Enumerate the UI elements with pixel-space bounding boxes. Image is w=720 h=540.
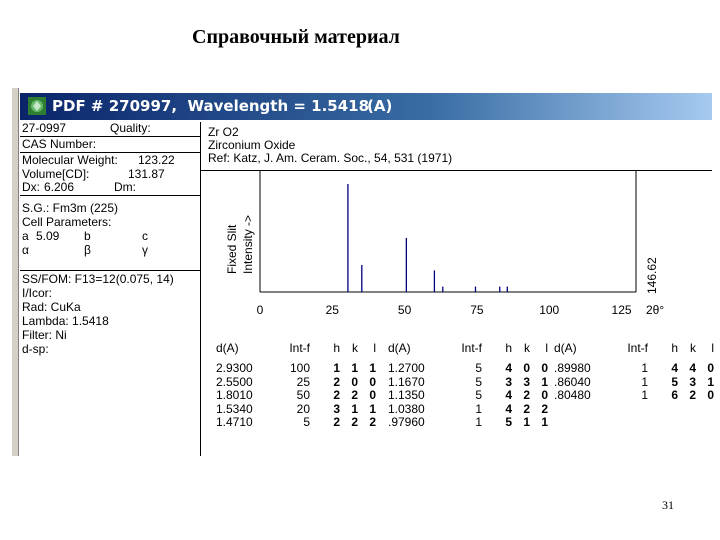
alpha-label: α <box>22 243 29 257</box>
table-cell: 5 <box>505 415 512 429</box>
table-cell: 1 <box>475 415 482 429</box>
table-cell: 25 <box>296 374 310 389</box>
table-cell: 0 <box>541 388 548 402</box>
table-header-d: d(A) <box>554 341 577 355</box>
card-content <box>20 122 712 456</box>
cas-label: CAS Number: <box>22 137 97 151</box>
table-cell: 0 <box>707 388 714 402</box>
dm-label: Dm: <box>114 180 136 194</box>
experiment-box <box>20 272 200 372</box>
table-cell: 1 <box>351 361 358 375</box>
table-cell: .97960 <box>388 415 425 429</box>
table-cell: 1 <box>333 361 340 375</box>
page-number: 31 <box>662 498 674 512</box>
table-column-h <box>328 362 340 430</box>
table-header-k: k <box>352 341 358 355</box>
b-label: b <box>84 229 91 243</box>
max-intensity-label: 146.62 <box>645 257 659 294</box>
slide-title: Справочный материал <box>192 26 400 48</box>
mol-weight-value: 123.22 <box>138 153 175 167</box>
table-header-int: Int-f <box>461 341 482 355</box>
table-cell: 2 <box>541 401 548 416</box>
pdf-id-row <box>20 122 200 137</box>
x-tick-label: 50 <box>397 303 412 317</box>
table-cell: 2 <box>333 415 340 429</box>
table-cell: 1 <box>475 401 482 416</box>
filter: Filter: Ni <box>22 328 67 342</box>
table-cell: 50 <box>296 388 310 402</box>
table-column-l <box>364 362 376 430</box>
cell-params-box <box>20 196 200 271</box>
table-header-h: h <box>505 341 512 355</box>
table-cell: 1.1670 <box>388 374 425 389</box>
table-cell: 1 <box>641 374 648 389</box>
table-cell: 1 <box>541 415 548 429</box>
x-tick-label: 25 <box>325 303 339 317</box>
table-header-k: k <box>524 341 530 355</box>
table-cell: 5 <box>475 361 482 375</box>
table-cell: .80480 <box>554 388 591 402</box>
table-cell: 1.8010 <box>216 388 253 402</box>
table-cell: 1.0380 <box>388 401 425 416</box>
table-column-h <box>666 362 678 403</box>
chemical-formula: Zr O2 <box>208 125 239 139</box>
d-spacing: d-sp: <box>22 342 49 356</box>
table-cell: 5 <box>303 415 310 429</box>
y-axis-label-line: Fixed Slit <box>225 224 239 274</box>
cas-row <box>20 137 200 153</box>
a-value: 5.09 <box>36 229 60 243</box>
window-frame-edge <box>12 88 19 456</box>
table-cell: 6 <box>671 388 678 402</box>
table-cell: 1.5340 <box>216 401 253 416</box>
table-cell: 1.2700 <box>388 361 425 375</box>
dx-value: 6.206 <box>44 180 75 194</box>
volume-label: Volume[CD]: <box>22 167 90 181</box>
table-header-int: Int-f <box>289 341 310 355</box>
physical-props-box <box>20 153 200 196</box>
lambda: Lambda: 1.5418 <box>22 314 109 328</box>
window-title <box>52 97 369 115</box>
cell-params-label: Cell Parameters: <box>22 215 112 229</box>
table-cell: 5 <box>475 374 482 389</box>
table-cell: 1 <box>541 374 548 389</box>
table-column-int <box>614 362 648 403</box>
title-units: (A) <box>367 97 393 115</box>
ss-fom: SS/FOM: F13=12(0.075, 14) <box>22 272 174 286</box>
table-cell: 4 <box>505 361 512 375</box>
table-header-int: Int-f <box>627 341 648 355</box>
table-cell: 1 <box>369 401 376 416</box>
table-cell: 2 <box>333 388 340 402</box>
table-column-k <box>346 362 358 430</box>
table-cell: .89980 <box>554 361 591 375</box>
table-cell: 1 <box>707 374 714 389</box>
gamma-label: γ <box>142 243 148 257</box>
table-cell: 2 <box>523 401 530 416</box>
pdf-id: 27-0997 <box>22 121 67 135</box>
table-cell: .86040 <box>554 374 591 389</box>
table-column-h <box>500 362 512 430</box>
table-cell: 2 <box>689 388 696 402</box>
y-axis-label-line: Intensity -> <box>241 214 255 274</box>
table-header-h: h <box>671 341 678 355</box>
peaks-table <box>216 342 712 452</box>
window-titlebar[interactable] <box>20 93 712 120</box>
table-cell: 4 <box>505 388 512 402</box>
table-cell: 3 <box>333 401 340 416</box>
x-unit-label: 2θ° <box>646 303 665 317</box>
radiation: Rad: CuKa <box>22 300 81 314</box>
table-cell: 0 <box>369 374 376 389</box>
title-pdf-number: PDF # 270997, <box>52 97 178 115</box>
quality-label: Quality: <box>110 121 151 135</box>
diffraction-chart <box>216 170 686 332</box>
icor: I/Icor: <box>22 286 53 300</box>
table-column-l <box>536 362 548 430</box>
reference: Ref: Katz, J. Am. Ceram. Soc., 54, 531 (1971) <box>208 151 453 165</box>
beta-label: β <box>84 243 91 257</box>
table-cell: 0 <box>351 374 358 389</box>
table-cell: 2 <box>351 415 358 429</box>
table-cell: 1.4710 <box>216 415 253 429</box>
table-cell: 3 <box>689 374 696 389</box>
table-header-d: d(A) <box>216 341 239 355</box>
volume-value: 131.87 <box>128 167 165 181</box>
table-cell: 2 <box>351 388 358 402</box>
table-cell: 0 <box>707 361 714 375</box>
table-column-d <box>216 362 262 430</box>
table-cell: 0 <box>523 361 530 375</box>
mol-weight-label: Molecular Weight: <box>22 153 118 167</box>
x-tick-label: 0 <box>256 303 264 317</box>
table-column-k <box>684 362 696 403</box>
table-cell: 4 <box>671 361 678 375</box>
x-tick-label: 125 <box>611 303 632 317</box>
table-header-l: l <box>711 341 714 355</box>
table-column-d <box>554 362 600 403</box>
pdf-card-window <box>12 88 712 456</box>
table-cell: 2 <box>369 415 376 429</box>
table-cell: 4 <box>505 401 512 416</box>
table-cell: 1 <box>641 388 648 402</box>
table-cell: 2 <box>523 388 530 402</box>
table-cell: 1 <box>369 361 376 375</box>
table-cell: 100 <box>289 361 310 375</box>
table-cell: 2.9300 <box>216 361 253 375</box>
table-cell: 1 <box>351 401 358 416</box>
table-header-l: l <box>373 341 376 355</box>
table-column-int <box>276 362 310 430</box>
table-cell: 5 <box>475 388 482 402</box>
title-wavelength: Wavelength = 1.5418 <box>187 97 370 115</box>
card-left-column <box>20 122 201 456</box>
table-cell: 5 <box>671 374 678 389</box>
table-cell: 1.1350 <box>388 388 425 402</box>
x-tick-label: 75 <box>470 303 484 317</box>
table-header-d: d(A) <box>388 341 411 355</box>
c-label: c <box>142 229 148 243</box>
table-column-l <box>702 362 714 403</box>
table-cell: 1 <box>641 361 648 375</box>
table-cell: 0 <box>541 361 548 375</box>
table-column-int <box>448 362 482 430</box>
compound-name: Zirconium Oxide <box>208 138 296 152</box>
table-cell: 20 <box>296 401 310 416</box>
table-header-h: h <box>333 341 340 355</box>
table-column-d <box>388 362 434 430</box>
table-header-k: k <box>690 341 696 355</box>
x-tick-label: 100 <box>539 303 560 317</box>
table-cell: 2 <box>333 374 340 389</box>
dx-label: Dx: <box>22 180 40 194</box>
a-label: a <box>22 229 29 243</box>
table-column-k <box>518 362 530 430</box>
table-header-l: l <box>545 341 548 355</box>
space-group: S.G.: Fm3m (225) <box>22 201 119 215</box>
table-cell: 0 <box>369 388 376 402</box>
table-cell: 3 <box>505 374 512 389</box>
table-cell: 1 <box>523 415 530 429</box>
table-cell: 4 <box>689 361 696 375</box>
app-icon <box>28 97 46 115</box>
table-cell: 2.5500 <box>216 374 253 389</box>
table-cell: 3 <box>523 374 530 389</box>
